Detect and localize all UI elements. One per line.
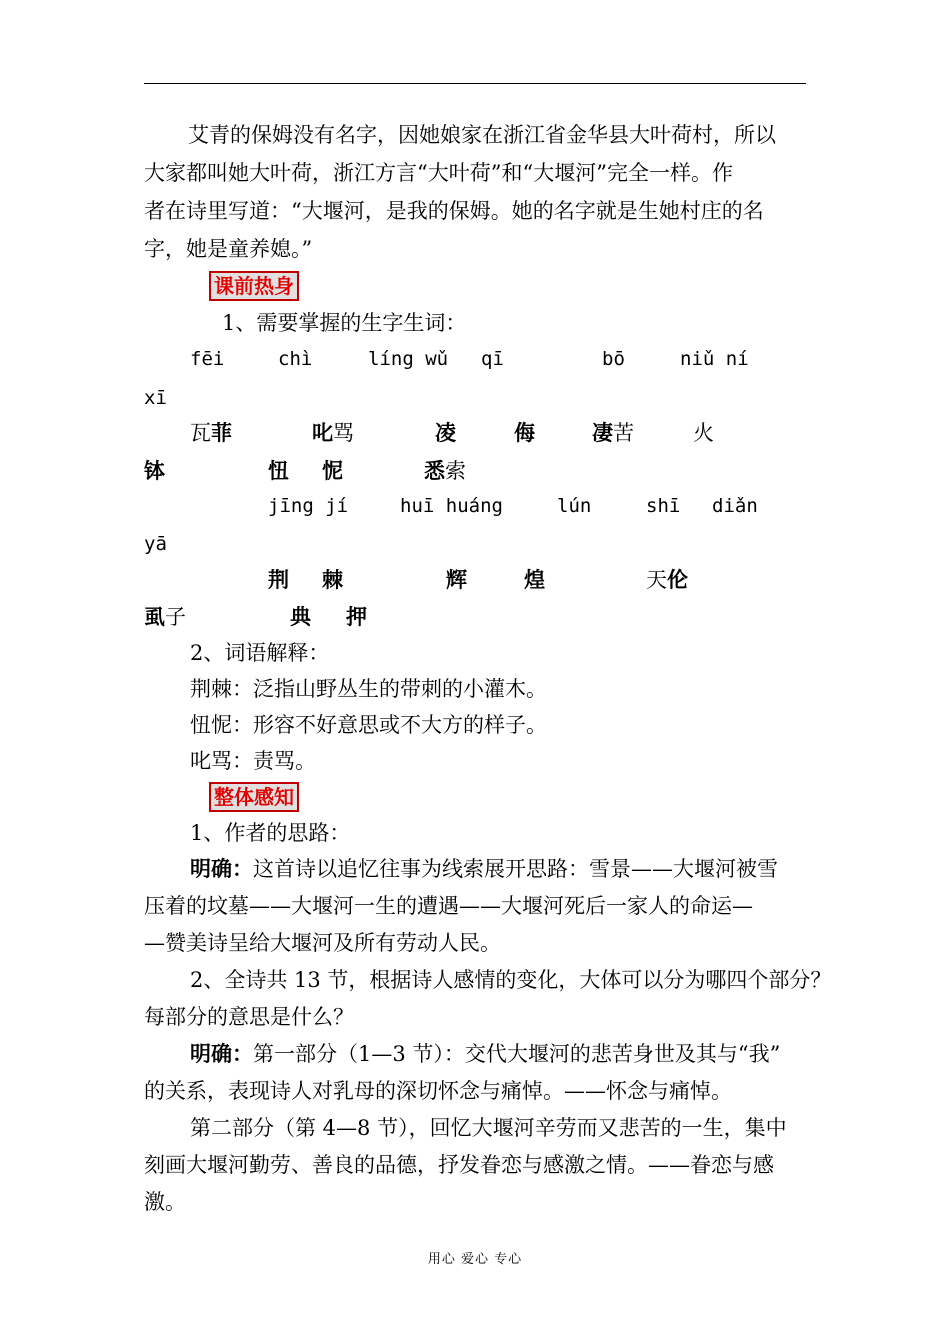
question-2-line-2: 每部分的意思是什么？ xyxy=(144,1005,354,1029)
pinyin: chì xyxy=(278,348,313,370)
pinyin: fēi xyxy=(190,348,225,370)
pinyin: shī xyxy=(646,495,681,517)
vocab-word: 凄苦 xyxy=(592,420,634,445)
pinyin: líng wǔ xyxy=(368,348,449,370)
pinyin: huī huáng xyxy=(400,495,503,517)
question-2-line-1: 2、全诗共 13 节，根据诗人感情的变化，大体可以分为哪四个部分？ xyxy=(190,968,832,992)
intro-line-1: 艾青的保姆没有名字，因她娘家在浙江省金华县大叶荷村，所以 xyxy=(188,123,776,147)
vocab-word: 悉索 xyxy=(424,458,466,483)
part-2-line-1: 第二部分（第 4—8 节），回忆大堰河辛劳而又悲苦的一生，集中 xyxy=(190,1116,787,1140)
vocab-char: 钵 xyxy=(144,458,165,483)
answer-1-line-1: 明确：这首诗以追忆往事为线索展开思路：雪景——大堰河被雪 xyxy=(190,856,778,881)
vocab-char: 典 xyxy=(290,604,311,629)
vocab-word: 虱子 xyxy=(144,604,186,629)
pinyin: xī xyxy=(144,387,167,409)
pinyin: lún xyxy=(557,495,592,517)
answer-2-line-1: 明确：第一部分（1—3 节）：交代大堰河的悲苦身世及其与“我” xyxy=(190,1041,781,1066)
header-rule xyxy=(144,83,806,84)
part-2-line-2: 刻画大堰河勤劳、善良的品德，抒发眷恋与感激之情。——眷恋与感 xyxy=(144,1153,774,1177)
vocab-char: 侮 xyxy=(514,420,535,445)
vocab-char: 荆 xyxy=(268,567,289,592)
vocab-word: 瓦菲 xyxy=(190,420,232,445)
intro-line-2: 大家都叫她大叶荷，浙江方言“大叶荷”和“大堰河”完全一样。作 xyxy=(144,161,733,185)
intro-line-3: 者在诗里写道：“大堰河，是我的保姆。她的名字就是生她村庄的名 xyxy=(144,199,764,223)
definition-line: 荆棘：泛指山野丛生的带刺的小灌木。 xyxy=(190,677,547,701)
part-2-line-3: 激。 xyxy=(144,1190,186,1214)
section-heading-overview: 整体感知 xyxy=(209,782,299,812)
vocab-char: 怩 xyxy=(322,458,343,483)
vocab-char: 凌 xyxy=(435,420,456,445)
page-footer: 用心 爱心 专心 xyxy=(427,1252,523,1267)
answer-1-line-3: —赞美诗呈给大堰河及所有劳动人民。 xyxy=(144,931,501,955)
section-heading-warmup: 课前热身 xyxy=(209,271,299,301)
answer-1-line-2: 压着的坟墓——大堰河一生的遭遇——大堰河死后一家人的命运— xyxy=(144,894,753,918)
answer-2-line-2: 的关系，表现诗人对乳母的深切怀念与痛悼。——怀念与痛悼。 xyxy=(144,1079,732,1103)
pinyin: yā xyxy=(144,533,167,555)
vocab-char: 忸 xyxy=(268,458,289,483)
vocab-char: 押 xyxy=(346,604,367,629)
vocab-char: 火 xyxy=(693,421,714,445)
pinyin: qī xyxy=(481,348,504,370)
vocab-word: 天伦 xyxy=(646,567,688,592)
vocab-word: 叱骂 xyxy=(312,420,354,445)
question-1: 1、作者的思路： xyxy=(190,821,351,845)
pinyin: bō xyxy=(602,348,625,370)
definition-line: 忸怩：形容不好意思或不大方的样子。 xyxy=(190,713,547,737)
definition-line: 叱骂：责骂。 xyxy=(190,749,316,773)
pinyin: diǎn xyxy=(712,495,758,517)
vocab-char: 辉 xyxy=(446,567,467,592)
vocab-char: 煌 xyxy=(524,567,545,592)
pinyin: jīng jí xyxy=(268,495,349,517)
intro-line-4: 字，她是童养媳。” xyxy=(144,237,313,261)
pinyin: niǔ ní xyxy=(680,348,749,370)
vocab-char: 棘 xyxy=(322,567,343,592)
definitions-title: 2、词语解释： xyxy=(190,641,330,665)
vocab-item-title: 1、需要掌握的生字生词： xyxy=(222,311,467,335)
